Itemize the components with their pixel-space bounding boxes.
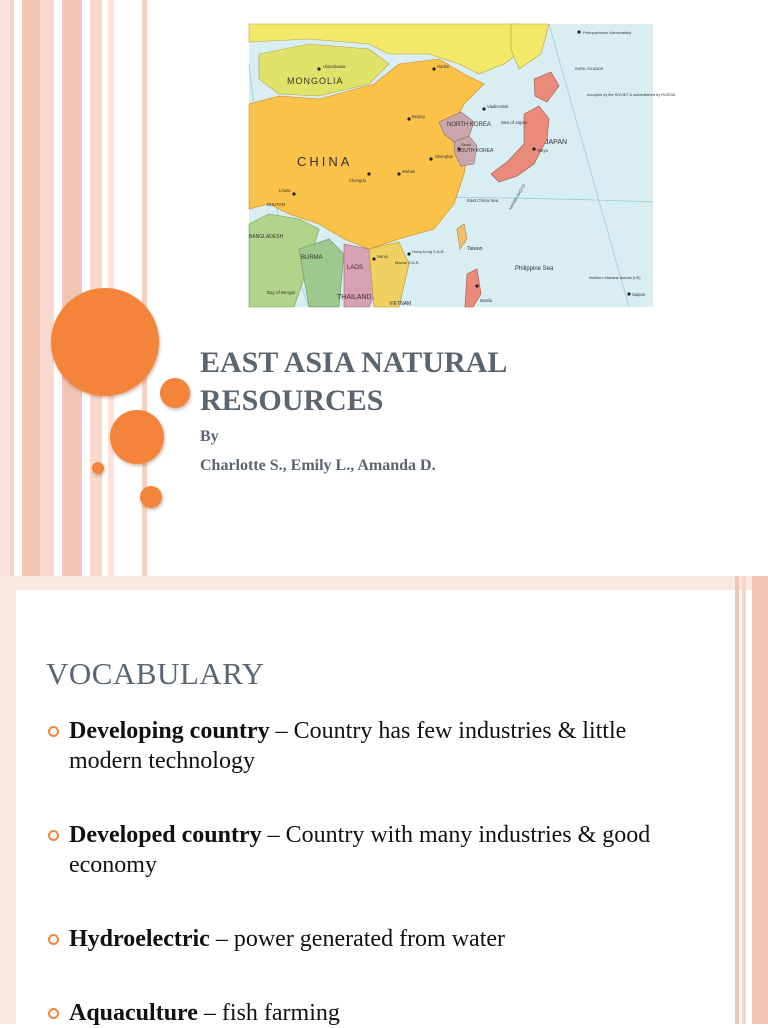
map-label-hanoi: Hanoi [377,254,388,259]
map-label-bay-of-bengal: Bay of Bengal [267,290,296,295]
vocab-definition: – Country has few industries & little modern technology [69,718,627,774]
vocab-definition: – Country with many industries & good economy [69,822,651,878]
map-label-japan: JAPAN [545,139,568,146]
map-label-thailand: THAILAND [337,294,372,301]
map-label-ulaanbaatar: Ulaanbaatar [323,64,346,69]
decor-circle [110,410,164,464]
map-label-south-korea: SOUTH KOREA [457,148,494,154]
decor-stripe [62,0,82,576]
decor-circle [51,288,159,396]
map-label-taiwan: Taiwan [467,246,483,252]
map-label-east-china-sea: East China Sea [467,198,499,203]
map-label-lhasa: Lhasa [279,188,291,193]
map-label-bangladesh: BANGLADESH [249,234,284,240]
map-label-chengdu: Chengdu [349,178,366,183]
vocabulary-slide [0,576,768,1024]
vocab-definition: – power generated from water [209,926,506,952]
bullet-ring-icon [48,726,59,737]
map-label-beijing: Beijing [412,114,425,119]
decor-circle [92,462,104,474]
map-label-manila: Manila [480,298,493,303]
map-label-north-korea: NORTH KOREA [447,122,491,128]
map-label-philippine-sea: Philippine Sea [515,266,554,272]
vocab-term: Developed country [69,822,262,848]
author-names: Charlotte S., Emily L., Amanda D. [200,457,436,474]
map-label-macau: Macau S.A.R. [395,260,420,265]
decor-stripe [742,576,746,1024]
map-label-vietnam: VIETNAM [389,301,412,307]
list-item [46,998,686,1028]
map-label-mongolia: MONGOLIA [287,76,344,86]
vocabulary-title: VOCABULARY [46,656,265,691]
decor-circle [160,378,190,408]
map-label-shanghai: Shanghai [435,154,453,159]
list-item [46,924,686,954]
vocab-definition: – fish farming [197,1000,340,1026]
map-label-nansei: NANSEI SHOTO [508,183,527,211]
decor-stripe [0,0,10,576]
decor-left-band [0,576,16,1024]
vocab-term: Aquaculture [69,1000,198,1026]
list-item [46,820,686,880]
map-label-burma: BURMA [301,255,323,261]
map-label-harbin: Harbin [437,64,450,69]
map-label-laos: LAOS [347,265,364,271]
map-label-kuril: KURIL ISLANDS [575,67,604,71]
map-label-bhutan: BHUTAN [267,202,286,207]
decor-stripe [40,0,54,576]
decor-top-band [0,576,768,590]
decor-stripe [22,0,40,576]
bullet-ring-icon [48,1008,59,1019]
bullet-ring-icon [48,830,59,841]
decor-stripe [10,0,14,576]
map-label-sea-of-japan: Sea of Japan [501,120,528,125]
list-item [46,716,686,776]
map-label-wuhan: Wuhan [402,169,416,174]
vocab-term: Developing country [69,718,270,744]
map-label-china: CHINA [297,154,353,169]
decor-stripe [752,576,768,1024]
slide-title: EAST ASIA NATURAL RESOURCES [200,346,506,417]
map-label-seoul: Seoul [461,142,472,147]
map-label-hong-kong: Hong Kong S.A.R. [412,249,445,254]
map-label-saipan: Saipan [632,292,646,297]
map-label-northern-mariana: Northern Mariana Islands (US) [589,276,641,280]
vocab-term: Hydroelectric [69,926,210,952]
decor-circle [140,486,162,508]
by-label: By [200,428,219,445]
decor-stripe [735,576,739,1024]
east-asia-map [249,24,676,307]
vocabulary-list [46,716,686,1028]
map-label-tokyo: Tokyo [537,148,548,153]
bullet-ring-icon [48,934,59,945]
map-label-kamchatka: Petropavlovsk-Kamchatsky [583,30,632,35]
map-label-kuril-note: occupied by the SOVIET U administered by RUSSIA [587,93,676,97]
map-label-vladivostok: Vladivostok [487,104,509,109]
